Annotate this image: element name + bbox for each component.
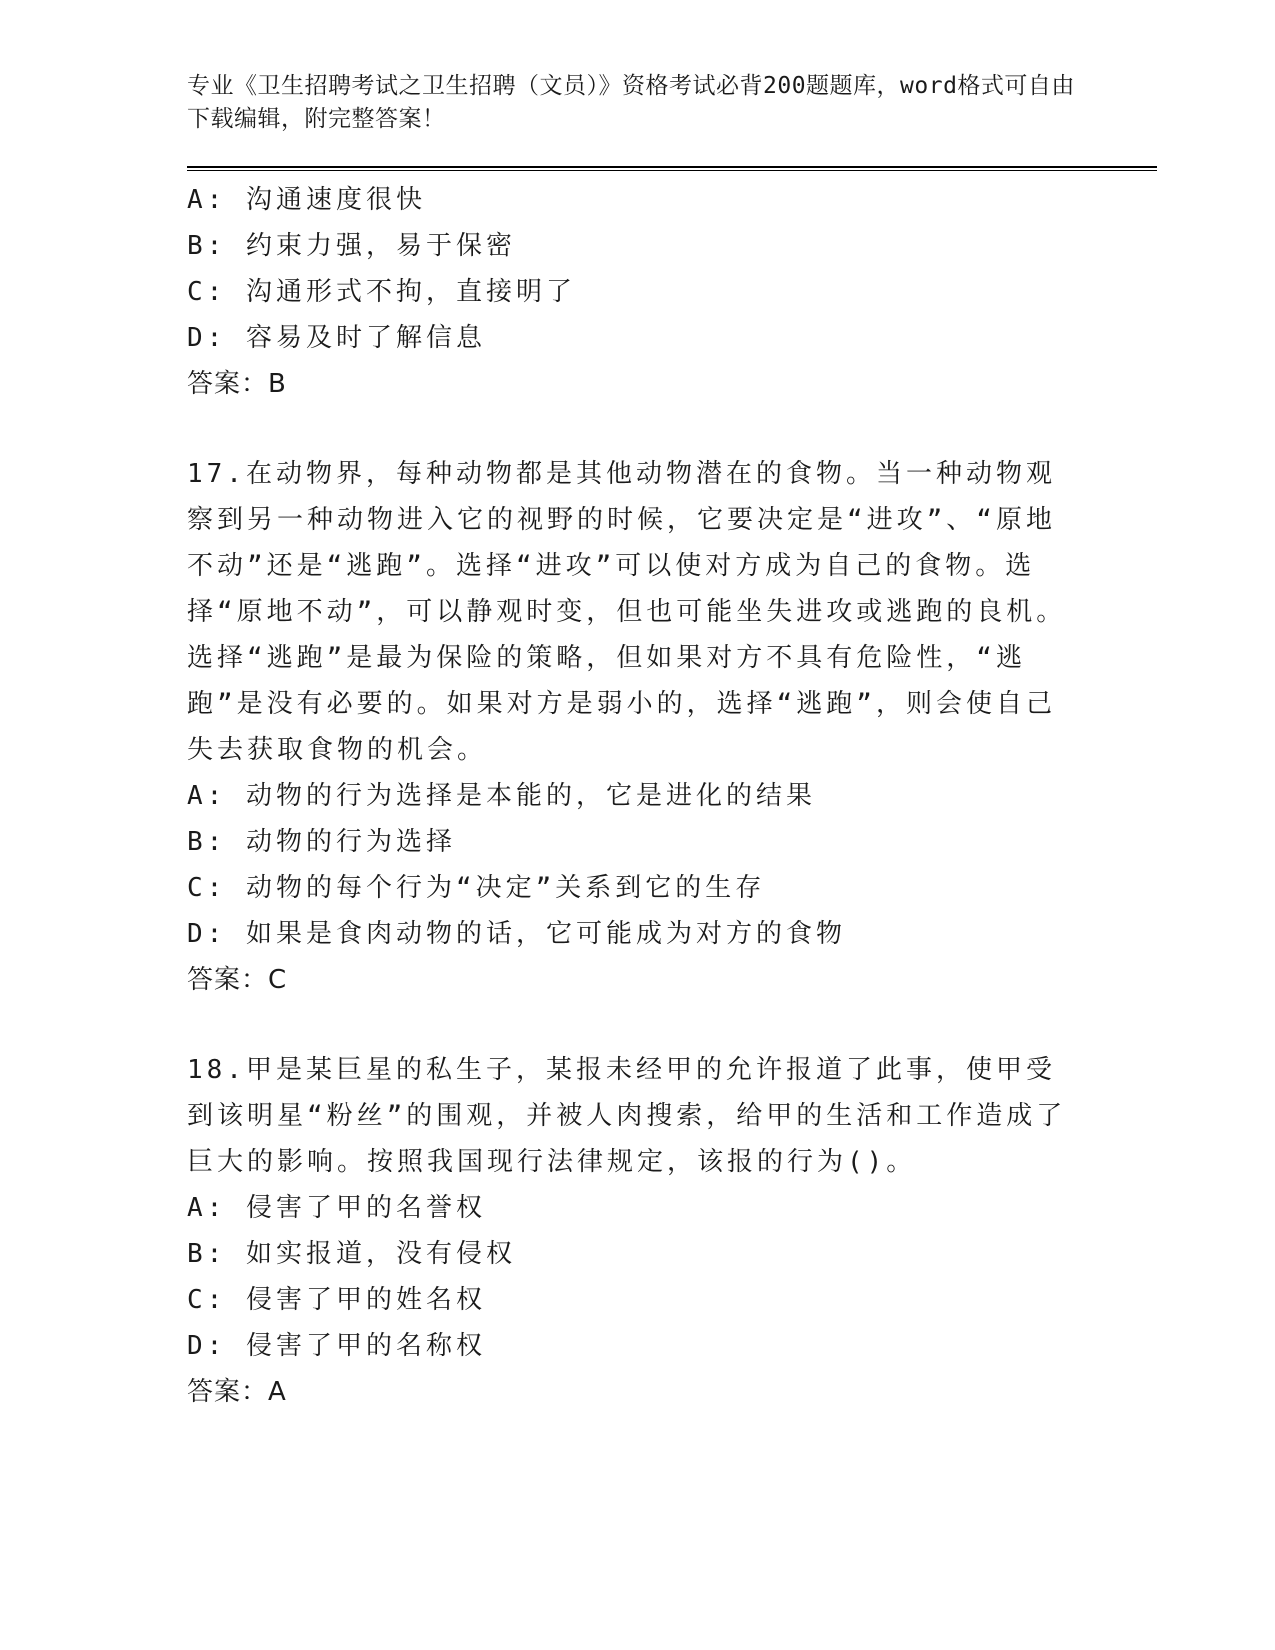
option-d (187, 315, 1157, 361)
option-text: 动物的行为选择 (245, 827, 456, 857)
option-label: C: (187, 873, 227, 903)
option-text: 侵害了甲的姓名权 (245, 1285, 486, 1315)
option-text: 沟通形式不拘，直接明了 (245, 277, 576, 307)
option-label: A: (187, 185, 227, 215)
header-divider (187, 166, 1157, 171)
option-label: B: (187, 1239, 227, 1269)
option-label: C: (187, 1285, 227, 1315)
option-label: D: (187, 919, 227, 949)
option-text: 侵害了甲的名誉权 (245, 1193, 486, 1223)
option-a (187, 177, 1157, 223)
option-text: 动物的行为选择是本能的，它是进化的结果 (245, 781, 816, 811)
option-label: A: (187, 781, 227, 811)
option-text: 侵害了甲的名称权 (245, 1331, 486, 1361)
option-label: B: (187, 827, 227, 857)
option-text: 容易及时了解信息 (245, 323, 486, 353)
option-label: A: (187, 1193, 227, 1223)
option-label: C: (187, 277, 227, 307)
option-b (187, 819, 1157, 865)
option-label: D: (187, 323, 227, 353)
question-stem: 18.甲是某巨星的私生子，某报未经甲的允许报道了此事，使甲受到该明星“粉丝”的围观，并被人肉搜索，给甲的生活和工作造成了巨大的影响。按照我国现行法律规定，该报的行为()。 (187, 1055, 1067, 1177)
answer-line: 答案：A (187, 1377, 287, 1407)
option-d (187, 911, 1157, 957)
option-text: 如果是食肉动物的话，它可能成为对方的食物 (245, 919, 846, 949)
option-c (187, 269, 1157, 315)
question-16-continued (187, 177, 1157, 407)
document-body (187, 177, 1157, 1415)
question-stem: 17.在动物界，每种动物都是其他动物潜在的食物。当一种动物观察到另一种动物进入它的视野的时候，它要决定是“进攻”、“原地不动”还是“逃跑”。选择“进攻”可以使对方成为自己的食物。选择“原地不动”，可以静观时变，但也可能坐失进攻或逃跑的良机。选择“逃跑”是最为保险的策略，但如果对方不具有危险性，“逃跑”是没有必要的。如果对方是弱小的，选择“逃跑”，则会使自己失去获取食物的机会。 (187, 459, 1067, 765)
option-text: 如实报道，没有侵权 (245, 1239, 516, 1269)
option-b (187, 1231, 1157, 1277)
option-c (187, 1277, 1157, 1323)
option-a (187, 1185, 1157, 1231)
option-text: 沟通速度很快 (245, 185, 426, 215)
question-18 (187, 1047, 1157, 1415)
option-text: 约束力强，易于保密 (245, 231, 516, 261)
question-17 (187, 451, 1157, 1003)
option-d (187, 1323, 1157, 1369)
option-label: B: (187, 231, 227, 261)
document-header: 专业《卫生招聘考试之卫生招聘（文员）》资格考试必背200题题库，word格式可自由下载编辑，附完整答案！ (187, 73, 1075, 132)
option-text: 动物的每个行为“决定”关系到它的生存 (245, 873, 766, 903)
document-page (187, 70, 1157, 1415)
answer-line: 答案：B (187, 369, 287, 399)
option-label: D: (187, 1331, 227, 1361)
option-a (187, 773, 1157, 819)
option-c (187, 865, 1157, 911)
answer-line: 答案：C (187, 965, 288, 995)
option-b (187, 223, 1157, 269)
